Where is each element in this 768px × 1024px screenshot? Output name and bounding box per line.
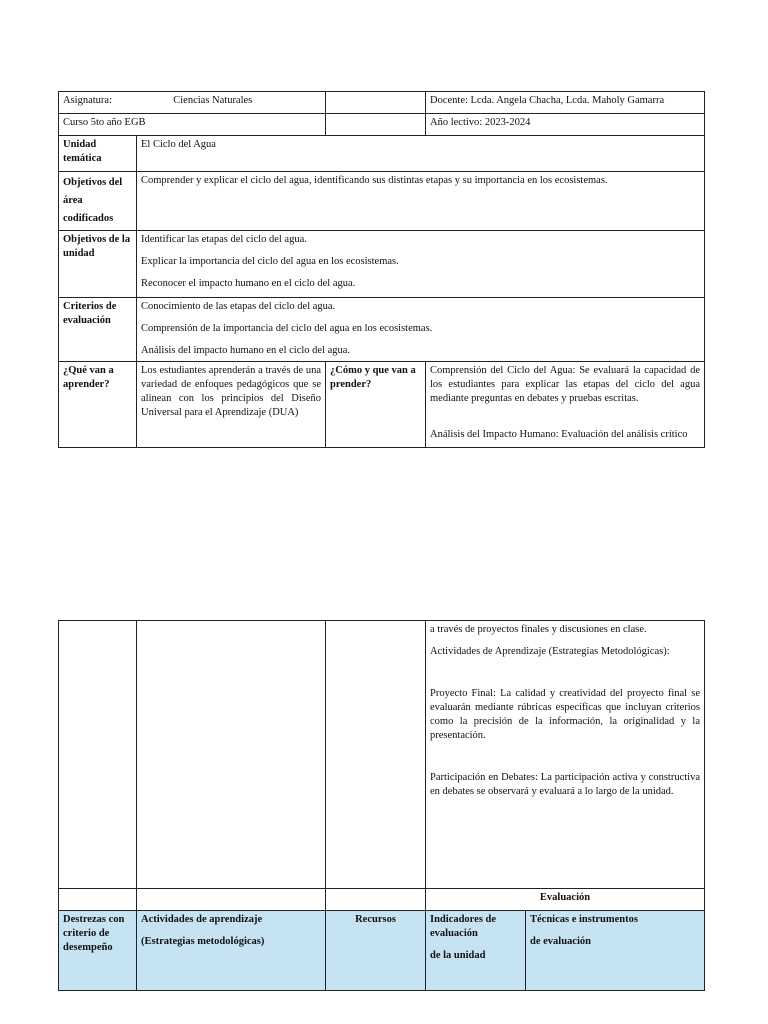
asignatura-value: Ciencias Naturales bbox=[173, 95, 253, 106]
list-item: Reconocer el impacto humano en el ciclo del agua. bbox=[141, 278, 356, 289]
criterios-list bbox=[137, 298, 705, 362]
planning-table-continuation bbox=[58, 620, 705, 991]
empty-cell bbox=[137, 889, 326, 911]
que-aprender-label: ¿Qué van a aprender? bbox=[59, 362, 137, 448]
empty-cell bbox=[326, 92, 426, 114]
asignatura-label: Asignatura: bbox=[63, 95, 112, 106]
como-aprender-label: ¿Cómo y que van a prender? bbox=[326, 362, 426, 448]
curso-cell: Curso 5to año EGB bbox=[59, 114, 326, 136]
asignatura-cell bbox=[59, 92, 326, 114]
unidad-value: El Ciclo del Agua bbox=[137, 136, 705, 172]
list-item: Comprensión de la importancia del ciclo del agua en los ecosistemas. bbox=[141, 323, 433, 334]
actividades-header: Actividades de aprendizaje (Estrategias metodológicas) bbox=[137, 911, 326, 991]
empty-cell bbox=[326, 621, 426, 889]
empty-cell bbox=[326, 889, 426, 911]
recursos-header: Recursos bbox=[326, 911, 426, 991]
ano-lectivo-cell: Año lectivo: 2023-2024 bbox=[426, 114, 705, 136]
objetivos-area-label: Objetivos del área codificados bbox=[59, 172, 137, 231]
evaluacion-header: Evaluación bbox=[426, 889, 705, 911]
objetivos-unidad-list bbox=[137, 231, 705, 298]
evaluacion-continuation bbox=[426, 621, 705, 889]
list-item: Análisis del impacto humano en el ciclo del agua. bbox=[141, 345, 351, 356]
indicadores-header: Indicadores de evaluación de la unidad bbox=[426, 911, 526, 991]
unidad-label: Unidad temática bbox=[59, 136, 137, 172]
empty-cell bbox=[137, 621, 326, 889]
empty-cell bbox=[59, 889, 137, 911]
actividades-heading: Actividades de Aprendizaje (Estrategias Metodológicas): bbox=[430, 646, 670, 657]
tecnicas-header: Técnicas e instrumentos de evaluación bbox=[526, 911, 705, 991]
criterios-label: Criterios de evaluación bbox=[59, 298, 137, 362]
list-item: Explicar la importancia del ciclo del agua en los ecosistemas. bbox=[141, 256, 399, 267]
empty-cell bbox=[326, 114, 426, 136]
continuation-text: a través de proyectos finales y discusiones en clase. bbox=[430, 624, 647, 635]
participacion-text: Participación en Debates: La participación activa y constructiva en debates se observará y evaluará a lo largo de la unidad. bbox=[430, 772, 700, 797]
que-aprender-value: Los estudiantes aprenderán a través de una variedad de enfoques pedagógicos que se alinean con los principios del Diseño Universal para el Aprendizaje (DUA) bbox=[137, 362, 326, 448]
empty-cell bbox=[59, 621, 137, 889]
objetivos-unidad-label: Objetivos de la unidad bbox=[59, 231, 137, 298]
list-item: Identificar las etapas del ciclo del agua. bbox=[141, 234, 307, 245]
list-item: Conocimiento de las etapas del ciclo del agua. bbox=[141, 301, 336, 312]
planning-table-header bbox=[58, 91, 705, 448]
eval-comprension: Comprensión del Ciclo del Agua: Se evaluará la capacidad de los estudiantes para explicar las etapas del ciclo del agua mediante preguntas en debates y pruebas escritas. bbox=[430, 365, 701, 404]
eval-analisis: Análisis del Impacto Humano: Evaluación del análisis crítico bbox=[430, 429, 688, 440]
destrezas-header: Destrezas con criterio de desempeño bbox=[59, 911, 137, 991]
objetivos-area-value: Comprender y explicar el ciclo del agua, identificando sus distintas etapas y su importancia en los ecosistemas. bbox=[137, 172, 705, 231]
docente-cell: Docente: Lcda. Angela Chacha, Lcda. Maholy Gamarra bbox=[426, 92, 705, 114]
evaluacion-criteria bbox=[426, 362, 705, 448]
proyecto-final-text: Proyecto Final: La calidad y creatividad del proyecto final se evaluarán mediante rúbricas específicas que incluyan criterios como la precisión de la información, la originalidad y la presentación. bbox=[430, 688, 700, 741]
